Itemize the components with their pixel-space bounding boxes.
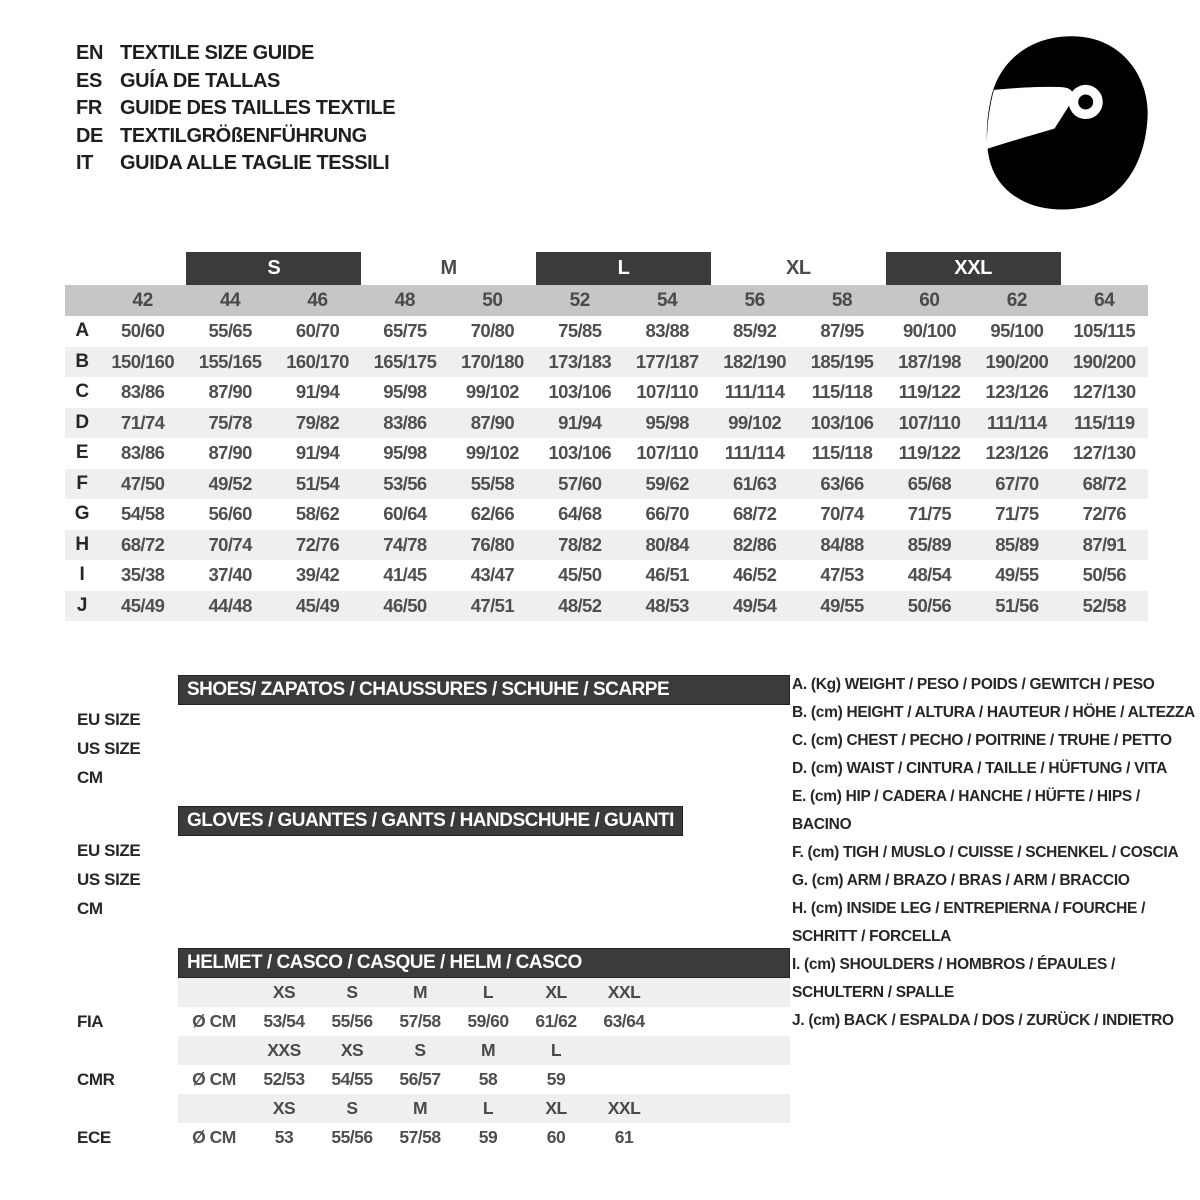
textile-value-cell: 111/114 [987, 411, 1047, 433]
size-column-header: 56 [744, 289, 765, 311]
textile-value-cell: 85/89 [995, 533, 1039, 555]
language-code: EN [76, 42, 103, 65]
legend-item: E. (cm) HIP / CADERA / HANCHE / HÜFTE / HIPS / BACINO [792, 788, 1140, 833]
helmet-value-cell: 61 [614, 1127, 634, 1147]
size-row [65, 705, 790, 734]
textile-value-cell: 68/72 [1082, 472, 1126, 494]
legend-item: A. (Kg) WEIGHT / PESO / POIDS / GEWITCH / PESO [792, 676, 1155, 693]
helmet-value-cell: 55/56 [331, 1127, 373, 1147]
language-code: FR [76, 97, 102, 120]
row-cells [178, 1007, 790, 1036]
guide-title: GUIDE DES TAILLES TEXTILE [120, 97, 396, 120]
textile-row [65, 560, 1148, 591]
textile-row [65, 438, 1148, 469]
row-cells [178, 1094, 790, 1123]
textile-value-cell: 115/119 [1073, 411, 1135, 433]
row-label: US SIZE [77, 869, 141, 889]
textile-value-cell: 50/56 [907, 594, 952, 616]
textile-row [65, 530, 1148, 561]
guide-title: GUIDA ALLE TAGLIE TESSILI [120, 152, 390, 175]
textile-value-cell: 82/86 [732, 533, 777, 555]
racing-helmet-icon [970, 26, 1165, 221]
size-column-header: 48 [394, 289, 416, 311]
helmet-size-label-cell: XS [340, 1040, 364, 1060]
size-number-header-row [65, 285, 1148, 316]
size-column-header: 58 [831, 289, 853, 311]
size-column-header: 60 [919, 289, 940, 311]
helmet-value-cell: 58 [478, 1069, 498, 1089]
textile-value-cell: 71/75 [995, 503, 1039, 525]
textile-value-cell: 107/110 [636, 381, 699, 403]
textile-value-cell: 91/94 [295, 442, 340, 464]
measurement-letter: D [75, 411, 89, 433]
racing-helmet-icon-svg [970, 26, 1165, 221]
textile-value-cell: 190/200 [985, 350, 1049, 372]
helmet-value-cell: 63/64 [603, 1011, 645, 1031]
shoes-size-table [65, 675, 790, 792]
textile-value-cell: 67/70 [995, 472, 1039, 494]
textile-value-cell: 50/56 [1082, 564, 1126, 586]
helmet-value-row [65, 1123, 790, 1152]
size-column-header: 44 [219, 289, 241, 311]
textile-value-cell: 49/52 [208, 472, 252, 494]
textile-value-cell: 45/50 [558, 564, 602, 586]
size-row [65, 865, 683, 894]
textile-value-cell: 68/72 [732, 503, 777, 525]
row-label [65, 1094, 178, 1123]
textile-value-cell: 35/38 [121, 564, 165, 586]
legend-item: D. (cm) WAIST / CINTURA / TAILLE / HÜFTUNG / VITA [792, 760, 1168, 777]
row-cells [178, 1036, 790, 1065]
helmet-size-header-row [65, 978, 790, 1007]
textile-row [65, 347, 1148, 378]
legend-item: C. (cm) CHEST / PECHO / POITRINE / TRUHE / PETTO [792, 732, 1172, 749]
textile-value-cell: 103/106 [810, 411, 874, 433]
textile-value-cell: 76/80 [470, 533, 515, 555]
textile-value-cell: 51/56 [995, 594, 1039, 616]
helmet-value-cell: 53 [274, 1127, 294, 1147]
textile-value-cell: 43/47 [470, 564, 515, 586]
size-band-s: S [186, 252, 361, 285]
size-column-header: 52 [569, 289, 590, 311]
legend-item: H. (cm) INSIDE LEG / ENTREPIERNA / FOURCHE / SCHRITT / FORCELLA [792, 900, 1146, 945]
textile-value-cell: 48/54 [907, 564, 952, 586]
textile-value-cell: 47/51 [470, 594, 515, 616]
size-row [65, 763, 790, 792]
textile-value-cell: 90/100 [902, 320, 956, 342]
size-band-header-row [65, 252, 1148, 285]
textile-value-cell: 46/50 [383, 594, 427, 616]
textile-value-cell: 55/65 [208, 320, 252, 342]
textile-value-cell: 91/94 [558, 411, 602, 433]
language-row [76, 150, 395, 178]
textile-value-cell: 83/88 [645, 320, 689, 342]
textile-value-cell: 44/48 [208, 594, 252, 616]
helmet-value-cell: 59/60 [467, 1011, 509, 1031]
row-cells [178, 978, 790, 1007]
textile-value-cell: 84/88 [820, 533, 864, 555]
textile-value-cell: 150/160 [111, 350, 175, 372]
textile-value-cell: 155/165 [198, 350, 262, 372]
textile-value-cell: 49/54 [732, 594, 777, 616]
textile-value-cell: 85/89 [907, 533, 952, 555]
helmet-size-label-cell: L [482, 982, 494, 1002]
textile-value-cell: 48/53 [645, 594, 689, 616]
textile-value-cell: 107/110 [898, 411, 961, 433]
row-label: US SIZE [77, 738, 141, 758]
textile-value-cell: 83/86 [383, 411, 427, 433]
language-row [76, 40, 395, 68]
textile-value-cell: 91/94 [295, 381, 340, 403]
size-band-xxl: XXL [886, 252, 1061, 285]
legend-item: F. (cm) TIGH / MUSLO / CUISSE / SCHENKEL / COSCIA [792, 844, 1179, 861]
textile-value-cell: 72/76 [295, 533, 340, 555]
size-band-l: L [536, 252, 711, 285]
diameter-spacer-cell [178, 1036, 250, 1065]
helmet-size-label-cell: L [482, 1098, 494, 1118]
textile-value-cell: 53/56 [383, 472, 427, 494]
textile-value-cell: 62/66 [470, 503, 515, 525]
helmet-size-label-cell: XXL [607, 1098, 641, 1118]
size-column-header: 50 [482, 289, 503, 311]
standard-label: FIA [77, 1011, 104, 1031]
textile-value-cell: 51/54 [295, 472, 340, 494]
textile-value-cell: 115/118 [811, 381, 873, 403]
textile-value-cell: 87/90 [208, 381, 252, 403]
textile-value-cell: 48/52 [558, 594, 602, 616]
helmet-size-label-cell: XXL [607, 982, 641, 1002]
language-row [76, 95, 395, 123]
textile-value-cell: 65/68 [907, 472, 952, 494]
helmet-size-label-cell: XXS [267, 1040, 301, 1060]
helmet-value-cell: 60 [546, 1127, 566, 1147]
standard-label: CMR [77, 1069, 115, 1089]
helmet-value-cell: 57/58 [399, 1127, 441, 1147]
helmet-size-label-cell: XS [272, 1098, 296, 1118]
textile-value-cell: 70/74 [208, 533, 252, 555]
size-column-header: 62 [1006, 289, 1028, 311]
language-row [76, 68, 395, 96]
textile-value-cell: 95/98 [645, 411, 689, 433]
row-label: CM [77, 898, 103, 918]
textile-value-cell: 83/86 [121, 381, 165, 403]
textile-value-cell: 47/53 [820, 564, 864, 586]
textile-value-cell: 87/90 [470, 411, 515, 433]
textile-value-cell: 165/175 [373, 350, 437, 372]
textile-value-cell: 79/82 [295, 411, 340, 433]
size-band-m: M [440, 257, 457, 279]
helmet-value-cell: 59 [478, 1127, 498, 1147]
textile-row [65, 377, 1148, 408]
textile-value-cell: 127/130 [1072, 442, 1136, 464]
helmet-value-cell: 55/56 [331, 1011, 373, 1031]
textile-value-cell: 80/84 [645, 533, 689, 555]
measurement-letter: A [75, 320, 89, 342]
helmet-value-cell: 54/55 [331, 1069, 373, 1089]
textile-value-cell: 59/62 [645, 472, 689, 494]
helmet-size-label-cell: XS [272, 982, 296, 1002]
row-label: EU SIZE [77, 709, 141, 729]
textile-value-cell: 71/74 [121, 411, 165, 433]
helmet-size-label-cell: XL [545, 982, 567, 1002]
row-label: CM [77, 767, 103, 787]
textile-value-cell: 57/60 [558, 472, 602, 494]
textile-value-cell: 66/70 [645, 503, 689, 525]
size-column-header: 54 [657, 289, 678, 311]
textile-row [65, 316, 1148, 347]
textile-value-cell: 107/110 [636, 442, 699, 464]
textile-value-cell: 54/58 [121, 503, 165, 525]
textile-value-cell: 105/115 [1073, 320, 1136, 342]
textile-row [65, 591, 1148, 622]
helmet-value-row [65, 1065, 790, 1094]
helmet-size-label-cell: M [412, 982, 428, 1002]
size-column-header: 46 [307, 289, 328, 311]
textile-row [65, 469, 1148, 500]
measurement-letter: G [74, 503, 90, 525]
language-title-list [76, 40, 395, 178]
textile-value-cell: 87/91 [1082, 533, 1126, 555]
textile-value-cell: 46/51 [645, 564, 689, 586]
textile-value-cell: 55/58 [470, 472, 515, 494]
textile-value-cell: 49/55 [820, 594, 864, 616]
textile-value-cell: 72/76 [1082, 503, 1126, 525]
textile-value-cell: 75/85 [558, 320, 602, 342]
textile-value-cell: 50/60 [121, 320, 165, 342]
measurement-letter: E [75, 442, 89, 464]
textile-value-cell: 46/52 [732, 564, 777, 586]
legend-item: J. (cm) BACK / ESPALDA / DOS / ZURÜCK / INDIETRO [792, 1012, 1174, 1029]
textile-value-cell: 103/106 [548, 442, 612, 464]
textile-value-cell: 177/187 [635, 350, 699, 372]
diameter-spacer-cell [178, 1094, 250, 1123]
size-row [65, 894, 683, 923]
textile-value-cell: 75/78 [208, 411, 252, 433]
helmet-size-label-cell: S [414, 1040, 426, 1060]
textile-row [65, 408, 1148, 439]
helmet-value-cell: 53/54 [263, 1011, 305, 1031]
measurement-legend [792, 671, 1196, 1035]
textile-row [65, 499, 1148, 530]
helmet-size-table [65, 948, 790, 1152]
diameter-unit-cell: Ø CM [192, 1127, 236, 1147]
helmet-size-label-cell: S [346, 1098, 358, 1118]
helmet-value-cell: 57/58 [399, 1011, 441, 1031]
measurement-letter: F [76, 472, 88, 494]
measurement-letter: C [75, 381, 89, 403]
textile-value-cell: 103/106 [548, 381, 612, 403]
textile-value-cell: 111/114 [724, 442, 785, 464]
textile-value-cell: 58/62 [295, 503, 340, 525]
legend-item: I. (cm) SHOULDERS / HOMBROS / ÉPAULES / SCHULTERN / SPALLE [792, 956, 1116, 1001]
textile-value-cell: 83/86 [121, 442, 165, 464]
textile-value-cell: 123/126 [985, 381, 1049, 403]
standard-label: ECE [77, 1127, 111, 1147]
textile-value-cell: 95/98 [383, 442, 427, 464]
measurement-letter: I [79, 564, 85, 586]
textile-value-cell: 52/58 [1082, 594, 1126, 616]
textile-value-cell: 87/95 [820, 320, 864, 342]
corner-cell [65, 285, 99, 316]
textile-value-cell: 60/70 [295, 320, 340, 342]
textile-value-cell: 87/90 [208, 442, 252, 464]
textile-value-cell: 70/80 [470, 320, 515, 342]
textile-value-cell: 41/45 [383, 564, 427, 586]
helmet-size-label-cell: M [412, 1098, 428, 1118]
textile-value-cell: 64/68 [558, 503, 602, 525]
textile-value-cell: 85/92 [732, 320, 777, 342]
helmet-size-header-row [65, 1094, 790, 1123]
textile-value-cell: 123/126 [985, 442, 1049, 464]
row-label [65, 978, 178, 1007]
diameter-unit-cell: Ø CM [192, 1011, 236, 1031]
textile-value-cell: 99/102 [465, 442, 519, 464]
textile-value-cell: 173/183 [548, 350, 612, 372]
measurement-letter: H [75, 533, 89, 555]
textile-value-cell: 111/114 [724, 381, 785, 403]
textile-value-cell: 71/75 [907, 503, 952, 525]
row-cells [178, 1065, 790, 1094]
measurement-letter: B [75, 350, 89, 372]
textile-value-cell: 115/118 [811, 442, 873, 464]
helmet-size-label-cell: M [480, 1040, 496, 1060]
textile-measurement-rows [65, 316, 1148, 621]
language-code: ES [76, 69, 102, 92]
row-label: EU SIZE [77, 840, 141, 860]
textile-value-cell: 185/195 [810, 350, 874, 372]
measurement-letter: J [76, 594, 88, 616]
textile-value-cell: 45/49 [121, 594, 165, 616]
textile-value-cell: 78/82 [558, 533, 602, 555]
helmet-size-label-cell: L [550, 1040, 562, 1060]
helmet-size-label-cell: S [346, 982, 358, 1002]
helmet-size-header-row [65, 1036, 790, 1065]
textile-value-cell: 47/50 [121, 472, 165, 494]
textile-value-cell: 99/102 [728, 411, 782, 433]
textile-value-cell: 95/98 [383, 381, 427, 403]
textile-value-cell: 95/100 [990, 320, 1044, 342]
guide-title: TEXTILE SIZE GUIDE [120, 42, 314, 65]
textile-value-cell: 190/200 [1072, 350, 1136, 372]
textile-value-cell: 99/102 [465, 381, 519, 403]
helmet-value-cell: 56/57 [399, 1069, 441, 1089]
size-column-header: 42 [132, 289, 153, 311]
textile-value-cell: 60/64 [383, 503, 427, 525]
textile-value-cell: 182/190 [723, 350, 786, 372]
row-cells [178, 1123, 790, 1152]
textile-value-cell: 68/72 [121, 533, 165, 555]
language-row [76, 123, 395, 151]
size-row [65, 734, 790, 763]
gloves-section-header: GLOVES / GUANTES / GANTS / HANDSCHUHE / GUANTI [178, 806, 683, 836]
diameter-unit-cell: Ø CM [192, 1069, 236, 1089]
textile-value-cell: 119/122 [898, 381, 961, 403]
size-row [65, 836, 683, 865]
helmet-section-header: HELMET / CASCO / CASQUE / HELM / CASCO [178, 948, 790, 978]
textile-value-cell: 49/55 [995, 564, 1039, 586]
size-band-xl: XL [785, 257, 811, 279]
textile-value-cell: 37/40 [208, 564, 252, 586]
helmet-size-label-cell: XL [545, 1098, 567, 1118]
shoes-section-header: SHOES/ ZAPATOS / CHAUSSURES / SCHUHE / SCARPE [178, 675, 790, 705]
textile-value-cell: 187/198 [898, 350, 961, 372]
helmet-value-cell: 61/62 [535, 1011, 577, 1031]
language-code: IT [76, 152, 93, 175]
textile-value-cell: 63/66 [820, 472, 864, 494]
textile-size-table [65, 252, 1148, 621]
diameter-spacer-cell [178, 978, 250, 1007]
guide-title: GUÍA DE TALLAS [120, 69, 280, 92]
textile-value-cell: 61/63 [732, 472, 777, 494]
textile-value-cell: 127/130 [1072, 381, 1136, 403]
helmet-value-cell: 59 [546, 1069, 566, 1089]
textile-value-cell: 56/60 [208, 503, 252, 525]
textile-value-cell: 74/78 [383, 533, 427, 555]
row-label [65, 1036, 178, 1065]
textile-value-cell: 160/170 [286, 350, 349, 372]
size-column-header: 64 [1094, 289, 1115, 311]
textile-value-cell: 170/180 [461, 350, 524, 372]
helmet-value-cell: 52/53 [263, 1069, 305, 1089]
textile-value-cell: 119/122 [898, 442, 961, 464]
textile-value-cell: 39/42 [295, 564, 340, 586]
gloves-size-table [65, 806, 683, 923]
textile-value-cell: 65/75 [383, 320, 427, 342]
helmet-value-row [65, 1007, 790, 1036]
guide-title: TEXTILGRÖßENFÜHRUNG [120, 124, 367, 147]
textile-value-cell: 45/49 [295, 594, 340, 616]
legend-item: B. (cm) HEIGHT / ALTURA / HAUTEUR / HÖHE / ALTEZZA [792, 704, 1195, 721]
language-code: DE [76, 124, 103, 147]
textile-value-cell: 70/74 [820, 503, 864, 525]
legend-item: G. (cm) ARM / BRAZO / BRAS / ARM / BRACCIO [792, 872, 1130, 889]
